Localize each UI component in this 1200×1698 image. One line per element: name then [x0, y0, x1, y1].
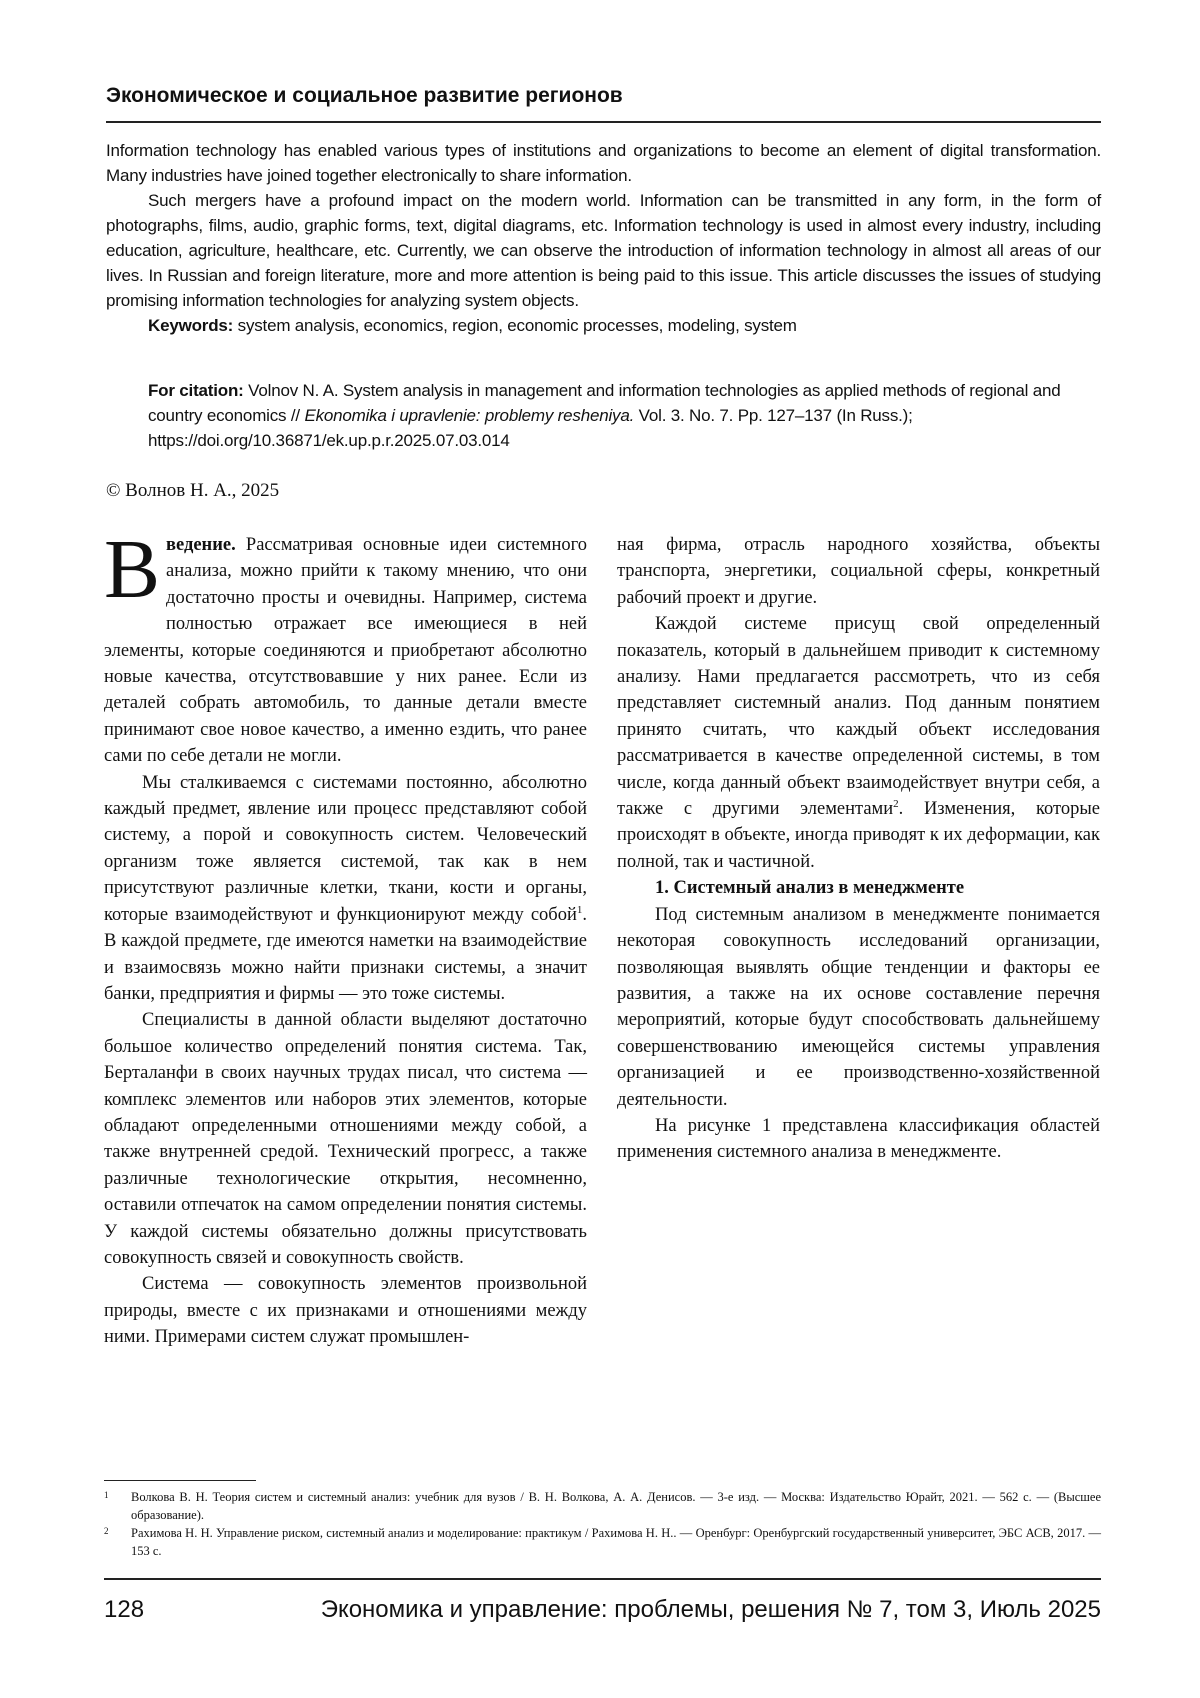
body-text: Каждой системе присущ свой определенный показатель, который в дальнейшем приводит к системному анализу. Нами предлагается рассмотреть, что из себя представляет системный анализ. Под данным понятием принято считать, что каждый объект исследования рассматривается в качестве определенной системы, в том числе, когда данный объект взаимодействует внутри себя, а также с другими элементами	[617, 614, 1100, 820]
body-text: . Изменения, которые происходят в объекте, иногда приводят к их деформации, как полной, так и частичной.	[617, 799, 1100, 872]
footnote-1	[104, 1488, 1101, 1524]
intro-paragraph	[104, 523, 587, 770]
citation-journal: Ekonomika i upravlenie: problemy resheniya.	[304, 406, 635, 425]
drop-cap: В	[104, 523, 161, 616]
body-column-right	[617, 532, 1100, 1166]
body-paragraph: На рисунке 1 представлена классификация областей применения системного анализа в менеджменте.	[617, 1115, 1100, 1163]
body-paragraph: Под системным анализом в менеджменте понимается некоторая совокупность исследований организации, позволяющая выявлять общие тенденции и факторы ее развития, а также на их основе составление перечня мероприятий, которые будут способствовать дальнейшему совершенствованию имеющейся системы управления организацией и ее производственно-хозяйственной деятельности.	[617, 904, 1100, 1110]
keywords-text: system analysis, economics, region, economic processes, modeling, system	[237, 316, 797, 335]
intro-label: ведение.	[166, 535, 236, 555]
keywords	[106, 313, 1101, 338]
header-rule	[106, 121, 1101, 123]
footnote-text: Волкова В. Н. Теория систем и системный анализ: учебник для вузов / В. Н. Волкова, А. А. Денисов. — 3-е изд. — Москва: Издательство Юрайт, 2021. — 562 с. — (Высшее образование).	[131, 1490, 1101, 1522]
footnote-number: 2	[104, 1526, 109, 1536]
intro-text: Рассматривая основные идеи системного анализа, можно прийти к такому мнению, что они достаточно просты и очевидны. Например, система полностью отражает все имеющиеся в ней элементы, которые соединяются и приобретают абсолютно новые качества, отсутствовавшие у них ранее. Если из деталей собрать автомобиль, то данные детали вместе принимают свое новое качество, а именно ездить, что ранее сами по себе детали не могли.	[104, 535, 587, 767]
citation-label: For citation:	[148, 381, 244, 400]
footnote-2	[104, 1524, 1101, 1560]
running-title: Экономическое и социальное развитие регионов	[106, 84, 623, 107]
page-number: 128	[104, 1596, 145, 1623]
footnote-text: Рахимова Н. Н. Управление риском, системный анализ и моделирование: практикум / Рахимова Н. Н.. — Оренбург: Оренбургский государственный университет, ЭБС АСВ, 2017. — 153 с.	[131, 1526, 1101, 1558]
body-paragraph: Система — совокупность элементов произвольной природы, вместе с их признаками и отношениями между ними. Примерами систем служат промышлен-	[104, 1274, 587, 1348]
footnote-ref-2[interactable]: 2	[893, 797, 899, 810]
section-heading: 1. Системный анализ в менеджменте	[655, 878, 965, 899]
keywords-label: Keywords:	[148, 316, 234, 335]
footnote-number: 1	[104, 1490, 109, 1500]
footer-rule	[104, 1578, 1101, 1580]
body-paragraph: ная фирма, отрасль народного хозяйства, объекты транспорта, энергетики, социальной сферы, конкретный рабочий проект и другие.	[617, 535, 1100, 608]
journal-footer: Экономика и управление: проблемы, решения № 7, том 3, Июль 2025	[320, 1596, 1101, 1623]
footnote-ref-1[interactable]: 1	[576, 903, 583, 916]
body-paragraph	[617, 611, 1100, 875]
abstract-paragraph-2: Such mergers have a profound impact on the modern world. Information can be transmitted in any form, in the form of photographs, films, audio, graphic forms, text, digital diagrams, etc. Information technology is used in almost every industry, including education, agriculture, healthcare, etc. Currently, we can observe the introduction of information technology in almost all areas of our lives. In Russian and foreign literature, more and more attention is being paid to this issue. This article discusses the issues of studying promising information technologies for analyzing system objects.	[106, 191, 1101, 310]
citation-details: Vol. 3. No. 7. Pp. 127–137 (In Russ.); https://doi.org/10.36871/ek.up.p.r.2025.07.03.014	[148, 406, 913, 450]
body-text: Мы сталкиваемся с системами постоянно, абсолютно каждый предмет, явление или процесс представляют собой систему, а порой и совокупность систем. Человеческий организм тоже является системой, так как в нем присутствуют различные клетки, ткани, кости и органы, которые взаимодействуют и функционируют между собой	[104, 772, 587, 925]
body-paragraph	[104, 770, 587, 1008]
footnote-rule	[104, 1480, 256, 1481]
abstract-paragraph-1: Information technology has enabled various types of institutions and organizations to become an element of digital transformation. Many industries have joined together electronically to share information.	[106, 141, 1101, 185]
body-paragraph: Специалисты в данной области выделяют достаточно большое количество определений понятия система. Так, Берталанфи в своих научных трудах писал, что система — комплекс элементов или наборов этих элементов, которые обладают определенными отношениями между собой, а также внутренней средой. Технический прогресс, а также различные технологические открытия, несомненно, оставили отпечаток на самом определении понятия системы. У каждой системы обязательно должны присутствовать совокупность связей и совокупность свойств.	[104, 1010, 587, 1268]
footnotes	[104, 1488, 1101, 1560]
citation-text: Volnov N. A. System analysis in management and information technologies as applied methods of regional and country economics //	[148, 381, 1061, 425]
citation	[148, 378, 1101, 453]
body-text: . В каждой предмете, где имеются наметки на взаимодействие и взаимосвязь можно найти признаки системы, а значит банки, предприятия и фирмы — это тоже системы.	[104, 904, 587, 1004]
abstract	[106, 138, 1101, 338]
copyright: © Волнов Н. А., 2025	[106, 480, 280, 501]
body-column-left	[104, 523, 587, 1351]
